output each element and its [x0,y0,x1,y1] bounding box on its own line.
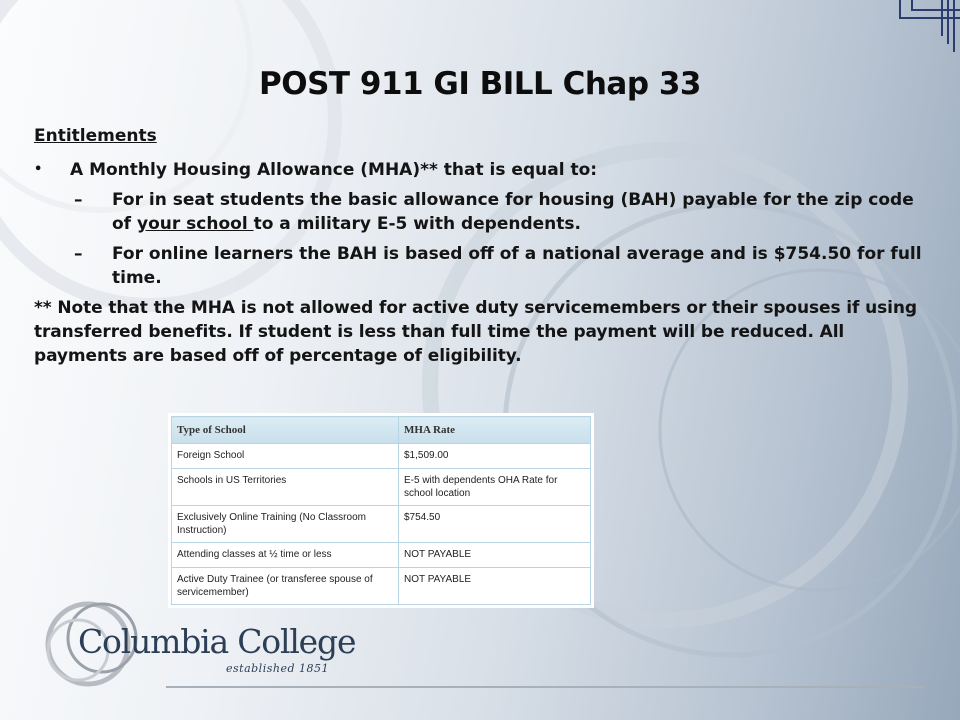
dash-marker: – [74,244,83,264]
sub-bullet-item-2 [34,242,922,290]
corner-frame-lines [900,0,960,52]
slide-title: POST 911 GI BILL Chap 33 [259,66,701,102]
bullet-item [34,158,922,182]
mha-rate-table [171,416,591,605]
mha-note: ** Note that the MHA is not allowed for active duty servicemembers or their spouses if using transferred benefits. If student is less than full time the payment will be reduced. All payments are based off of percentage of eligibility. [34,298,917,366]
slide-content [34,124,922,368]
college-established: established 1851 [226,662,329,675]
mha-rate-cell: $754.50 [399,506,591,543]
mha-rate-cell: NOT PAYABLE [399,568,591,605]
dash-marker: – [74,190,83,210]
school-type-cell: Exclusively Online Training (No Classroom Instruction) [172,506,399,543]
table-row [172,543,591,568]
college-logo-wordmark: Columbia College [78,622,356,661]
table-row [172,506,591,543]
table-header-row [172,417,591,444]
mha-rate-cell: $1,509.00 [399,444,591,469]
column-header-mha-rate: MHA Rate [399,417,591,444]
column-header-type-of-school: Type of School [172,417,399,444]
school-type-cell: Active Duty Trainee (or transferee spouse of servicemember) [172,568,399,605]
bullet-marker: • [34,162,43,177]
school-type-cell: Foreign School [172,444,399,469]
sub-bullet-text-1-start: For in seat students the basic allowance for housing (BAH) payable for the zip code of [112,190,914,234]
sub-bullet-text-1-end: to a military E-5 with dependents. [253,214,581,234]
footer-divider [166,686,924,688]
bullet-text: A Monthly Housing Allowance (MHA)** that is equal to: [70,160,598,180]
sub-bullet-item-1 [34,188,922,236]
table-row [172,444,591,469]
table-row [172,469,591,506]
mha-rate-cell: NOT PAYABLE [399,543,591,568]
school-type-cell: Attending classes at ½ time or less [172,543,399,568]
sub-bullet-text-2: For online learners the BAH is based off of a national average and is $754.50 for full time. [112,244,922,288]
your-school-underlined: your school [137,214,254,234]
section-heading: Entitlements [34,126,157,146]
school-type-cell: Schools in US Territories [172,469,399,506]
mha-rate-cell: E-5 with dependents OHA Rate for school location [399,469,591,506]
